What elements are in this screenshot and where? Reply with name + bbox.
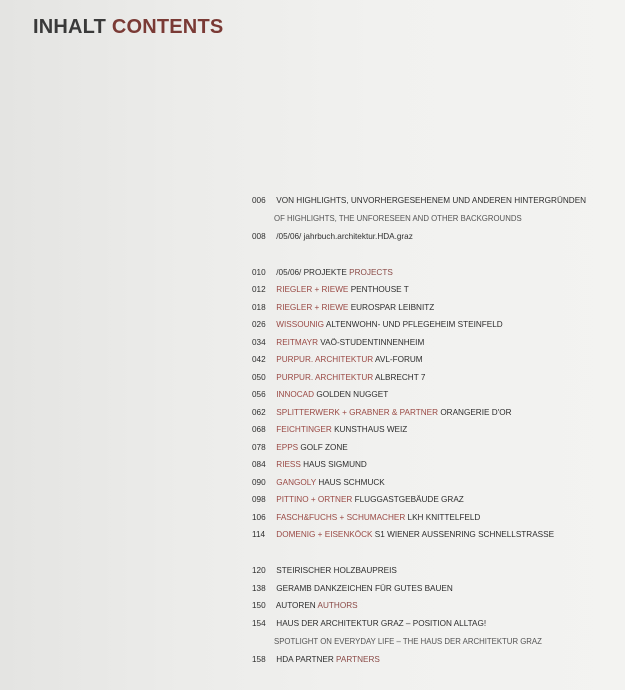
project-name: ALBRECHT 7 [375,372,426,382]
project-name: S1 WIENER AUSSENRING SCHNELLSTRASSE [374,530,555,539]
architect-name: WISSOUNIG [276,320,325,329]
toc-entry-006[interactable] [252,196,586,210]
page-number: 114 [252,530,266,539]
entry-title: /05/06/ jahrbuch.architektur.HDA.graz [276,232,413,241]
toc-entry-062[interactable] [252,408,511,422]
page-number: 090 [252,477,266,487]
toc-entry-090[interactable] [252,478,385,492]
toc-entry-114[interactable] [252,530,554,544]
toc-entry-008[interactable] [252,232,413,246]
entry-title: STEIRISCHER HOLZBAUPREIS [276,566,397,575]
toc-entry-050[interactable] [252,373,425,387]
project-name: GOLDEN NUGGET [316,390,389,399]
toc-entry-154[interactable] [252,619,486,633]
architect-name: GANGOLY [276,477,317,487]
page-number: 012 [252,285,266,294]
page-number: 056 [252,390,266,399]
entry-subtitle: OF HIGHLIGHTS, THE UNFORESEEN AND OTHER BACKGROUNDS [274,214,522,223]
page-number: 042 [252,355,266,364]
architect-name: FASCH&FUCHS + SCHUMACHER [276,512,406,522]
architect-name: INNOCAD [276,390,315,399]
project-name: GOLF ZONE [300,442,348,452]
entry-title: GERAMB DANKZEICHEN FÜR GUTES BAUEN [276,583,453,593]
project-name: EUROSPAR LEIBNITZ [350,302,435,312]
page-number: 084 [252,460,266,469]
project-name: LKH KNITTELFELD [407,512,481,522]
architect-name: RIEGLER + RIEWE [276,285,349,294]
toc-entry-018[interactable] [252,303,434,317]
page-number: 006 [252,196,266,205]
page-number: 154 [252,619,266,628]
entry-title-english: AUTHORS [317,601,358,610]
toc-entry-042[interactable] [252,355,423,369]
toc-entry-078[interactable] [252,443,348,457]
page-number: 068 [252,425,266,434]
page-number: 050 [252,372,266,382]
toc-entry-098[interactable] [252,495,464,509]
entry-title-english: PROJECTS [349,268,393,277]
toc-entry-056[interactable] [252,390,388,404]
toc-entry-068[interactable] [252,425,407,439]
page-number: 034 [252,337,266,347]
page-number: 158 [252,655,266,664]
entry-subtitle: SPOTLIGHT ON EVERYDAY LIFE – THE HAUS DER ARCHITEKTUR GRAZ [274,637,542,646]
page-number: 008 [252,232,266,241]
title-english: CONTENTS [111,16,224,38]
toc-entry-012[interactable] [252,285,409,299]
architect-name: REITMAYR [276,337,318,347]
toc-entry-158[interactable] [252,655,380,669]
project-name: AVL-FORUM [375,355,423,364]
toc-entry-138[interactable] [252,584,453,598]
page-number: 138 [252,583,266,593]
page-number: 010 [252,268,266,277]
page-number: 078 [252,442,266,452]
title-german: INHALT [33,16,107,38]
toc-entry-084[interactable] [252,460,367,474]
architect-name: SPLITTERWERK + GRABNER & PARTNER [276,407,439,417]
architect-name: RIEGLER + RIEWE [276,302,349,312]
architect-name: DOMENIG + EISENKÖCK [276,530,373,539]
toc-entry-120[interactable] [252,566,397,580]
entry-title: HDA PARTNER [276,655,334,664]
architect-name: PURPUR. ARCHITEKTUR [276,355,374,364]
page-number: 098 [252,495,266,504]
page-number: 018 [252,302,266,312]
toc-entry-106[interactable] [252,513,480,527]
project-name: ORANGERIE D'OR [440,407,512,417]
project-name: VAÖ-STUDENTINNENHEIM [320,337,425,347]
project-name: HAUS SCHMUCK [318,477,385,487]
toc-entry-026[interactable] [252,320,503,334]
page-number: 106 [252,512,266,522]
toc-entry-010[interactable] [252,268,393,282]
project-name: HAUS SIGMUND [303,460,367,469]
project-name: KUNSTHAUS WEIZ [334,425,408,434]
page-number: 150 [252,601,266,610]
entry-title-english: PARTNERS [336,655,380,664]
entry-title: AUTOREN [275,601,316,610]
architect-name: PURPUR. ARCHITEKTUR [276,372,374,382]
project-name: ALTENWOHN- UND PFLEGEHEIM STEINFELD [325,320,503,329]
architect-name: PITTINO + ORTNER [276,495,353,504]
page-number: 062 [252,407,266,417]
page-number: 120 [252,566,266,575]
entry-title: /05/06/ PROJEKTE [276,268,347,277]
page-number: 026 [252,320,266,329]
architect-name: RIESS [276,460,301,469]
architect-name: EPPS [276,442,299,452]
entry-title: HAUS DER ARCHITEKTUR GRAZ – POSITION ALLTAG! [276,619,487,628]
entry-title: VON HIGHLIGHTS, UNVORHERGESEHENEM UND ANDEREN HINTERGRÜNDEN [276,196,587,205]
project-name: FLUGGASTGEBÄUDE GRAZ [354,495,464,504]
toc-entry-150[interactable] [252,601,358,615]
architect-name: FEICHTINGER [276,425,332,434]
toc-entry-034[interactable] [252,338,424,352]
project-name: PENTHOUSE T [350,285,409,294]
